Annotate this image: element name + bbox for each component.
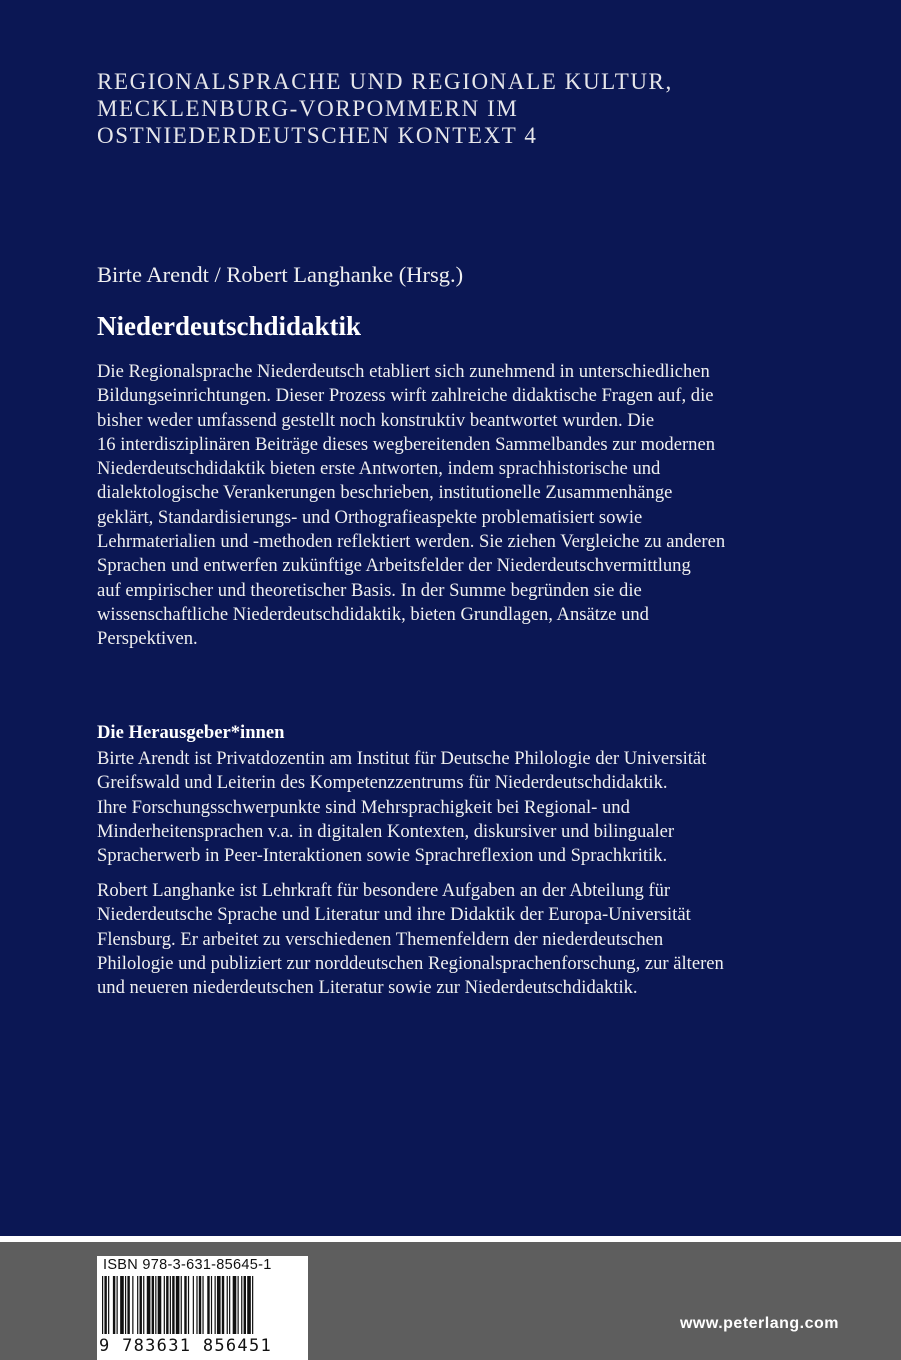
barcode-bar	[247, 1276, 251, 1334]
barcode-bar	[137, 1276, 138, 1334]
barcode-bar	[222, 1276, 224, 1334]
barcode-bar	[132, 1276, 133, 1334]
barcode-bar	[252, 1276, 253, 1334]
barcode-bar	[202, 1276, 203, 1334]
blurb-line: Bildungseinrichtungen. Dieser Prozess wirft zahlreiche didaktische Fragen auf, die	[97, 385, 714, 407]
isbn-label: ISBN 978-3-631-85645-1	[103, 1257, 272, 1273]
blurb-line: Sprachen und entwerfen zukünftige Arbeitsfelder der Niederdeutschvermittlung	[97, 555, 691, 577]
barcode-bar	[152, 1276, 154, 1334]
bio-line: Greifswald und Leiterin des Kompetenzzentrums für Niederdeutschdidaktik.	[97, 772, 668, 794]
barcode-bar	[104, 1276, 106, 1334]
barcode-bar	[193, 1276, 194, 1334]
blurb-line: geklärt, Standardisierungs- und Orthografieaspekte problematisiert sowie	[97, 506, 643, 528]
bio-line: Minderheitensprachen v.a. in digitalen Kontexten, diskursiver und bilingualer	[97, 820, 675, 842]
bio-line: Birte Arendt ist Privatdozentin am Institut für Deutsche Philologie der Universität	[97, 748, 707, 769]
barcode-bar	[172, 1276, 174, 1334]
series-title	[97, 68, 797, 149]
blurb-line: Niederdeutschdidaktik bieten erste Antworten, indem sprachhistorische und	[97, 458, 661, 480]
barcode-bar	[102, 1276, 103, 1334]
bio-arendt	[97, 747, 837, 868]
barcode-bar	[108, 1276, 109, 1334]
series-line: REGIONALSPRACHE UND REGIONALE KULTUR,	[97, 69, 673, 94]
blurb-line: auf empirischer und theoretischer Basis. In der Summe begründen sie die	[97, 579, 642, 601]
bio-line: Niederdeutsche Sprache und Literatur und ihre Didaktik der Europa-Universität	[97, 904, 691, 926]
barcode-bar	[188, 1276, 189, 1334]
bio-line: Ihre Forschungsschwerpunkte sind Mehrsprachigkeit bei Regional- und	[97, 796, 630, 818]
barcode-block	[97, 1256, 308, 1360]
blurb-line: 16 interdisziplinären Beiträge dieses wegbereitenden Sammelbandes zur modernen	[97, 433, 716, 455]
barcode-icon	[100, 1276, 305, 1336]
barcode-bar	[184, 1276, 186, 1334]
barcode-bar	[199, 1276, 201, 1334]
bio-line: Spracherwerb in Peer-Interaktionen sowie Sprachreflexion und Sprachkritik.	[97, 845, 668, 867]
barcode-bar	[140, 1276, 142, 1334]
barcode-bar	[229, 1276, 230, 1334]
footer-band	[0, 1236, 901, 1360]
barcode-bar	[120, 1276, 124, 1334]
barcode-bar	[155, 1276, 156, 1334]
bio-line: Robert Langhanke ist Lehrkraft für besondere Aufgaben an der Abteilung für	[97, 880, 671, 901]
barcode-bar	[170, 1276, 171, 1334]
barcode-bar	[117, 1276, 118, 1334]
barcode-bar	[215, 1276, 216, 1334]
series-line: MECKLENBURG-VORPOMMERN IM	[97, 96, 519, 121]
barcode-bar	[143, 1276, 144, 1334]
barcode-bar	[217, 1276, 221, 1334]
barcode-bar	[166, 1276, 168, 1334]
barcode-bar	[113, 1276, 115, 1334]
series-line: OSTNIEDERDEUTSCHEN KONTEXT 4	[97, 123, 538, 148]
barcode-bar	[196, 1276, 197, 1334]
barcode-bar	[211, 1276, 212, 1334]
bio-langhanke	[97, 879, 837, 1000]
barcode-bar	[127, 1276, 129, 1334]
blurb	[97, 360, 837, 652]
blurb-line: dialektologische Verankerungen beschrieben, institutionelle Zusammenhänge	[97, 482, 673, 504]
bio-line: Flensburg. Er arbeitet zu verschiedenen Themenfeldern der niederdeutschen	[97, 928, 664, 950]
barcode-bar	[158, 1276, 162, 1334]
barcode-bar	[241, 1276, 242, 1334]
barcode-bar	[207, 1276, 209, 1334]
book-title: Niederdeutschdidaktik	[97, 311, 362, 341]
blurb-line: Die Regionalsprache Niederdeutsch etabliert sich zunehmend in unterschiedlichen	[97, 361, 710, 382]
publisher-website[interactable]: www.peterlang.com	[679, 1315, 839, 1332]
barcode-bar	[164, 1276, 165, 1334]
barcode-bar	[227, 1276, 228, 1334]
barcode-bar	[238, 1276, 239, 1334]
blurb-line: bisher weder umfassend gestellt noch konstruktiv beantwortet wurden. Die	[97, 409, 655, 431]
blurb-line: Lehrmaterialien und -methoden reflektiert werden. Sie ziehen Vergleiche zu anderen	[97, 531, 726, 553]
bio-line: und neueren niederdeutschen Literatur sowie zur Niederdeutschdidaktik.	[97, 977, 638, 999]
blurb-line: Perspektiven.	[97, 628, 198, 650]
barcode-bar	[233, 1276, 237, 1334]
barcode-bar	[181, 1276, 182, 1334]
barcode-bar	[176, 1276, 180, 1334]
bio-heading: Die Herausgeber*innen	[97, 722, 285, 743]
footer-divider	[0, 1236, 901, 1242]
editors: Birte Arendt / Robert Langhanke (Hrsg.)	[97, 262, 464, 287]
barcode-digits: 9 783631 856451	[99, 1336, 273, 1356]
blurb-line: wissenschaftliche Niederdeutschdidaktik, bieten Grundlagen, Ansätze und	[97, 603, 649, 625]
barcode-bar	[147, 1276, 151, 1334]
bio-line: Philologie und publiziert zur norddeutschen Regionalsprachenforschung, zur älteren	[97, 952, 724, 974]
barcode-bar	[125, 1276, 126, 1334]
barcode-bar	[244, 1276, 246, 1334]
